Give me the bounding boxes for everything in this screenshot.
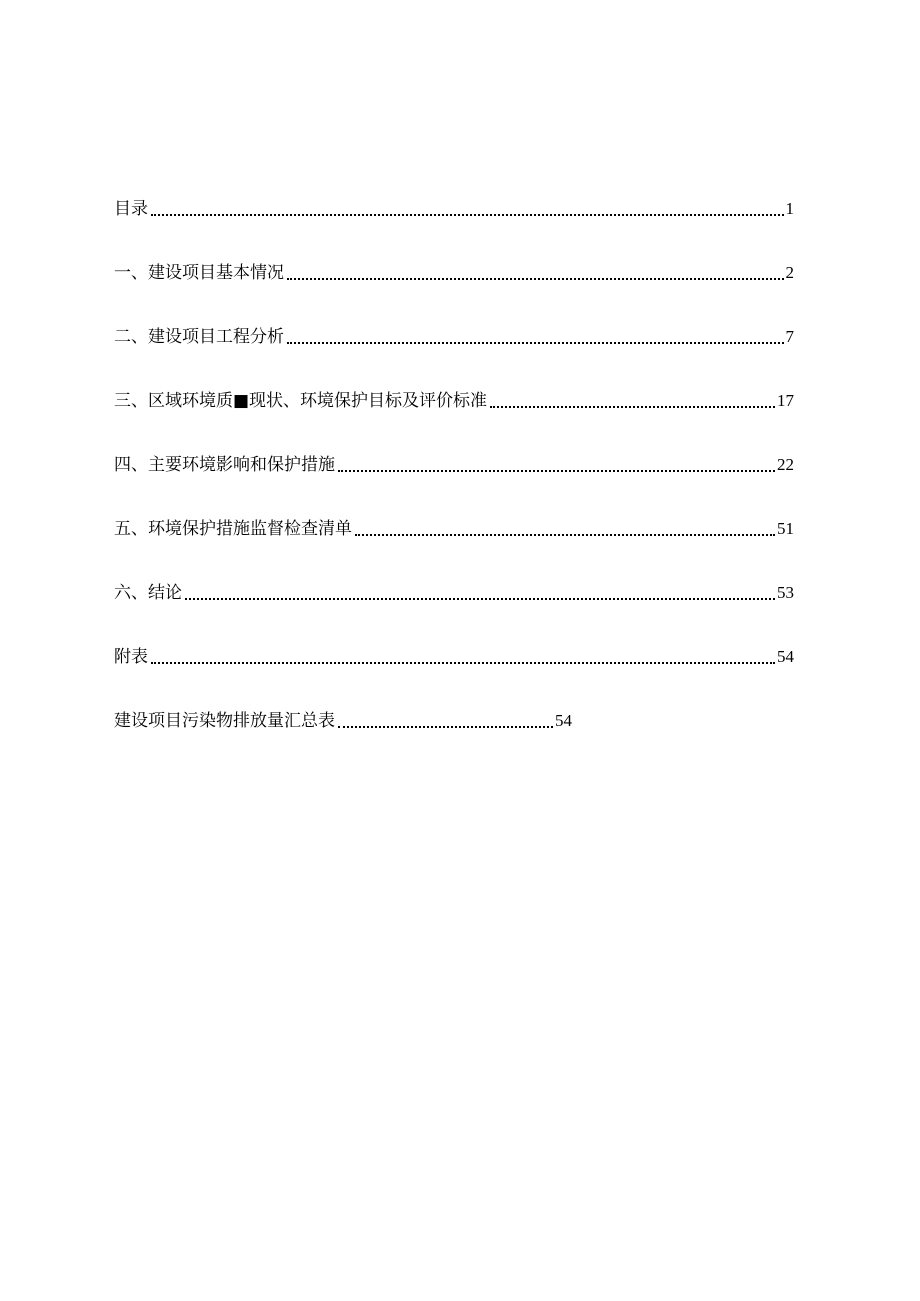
toc-entry-title: 一、建设项目基本情况 bbox=[114, 263, 284, 283]
toc-dot-leader bbox=[355, 534, 775, 536]
toc-entry-page: 54 bbox=[555, 711, 572, 730]
toc-entry-conclusion[interactable] bbox=[114, 580, 794, 606]
toc-entry-title: 目录 bbox=[114, 199, 148, 219]
toc-entry-page: 7 bbox=[785, 327, 794, 346]
toc-entry-page: 22 bbox=[777, 455, 794, 474]
toc-dot-leader bbox=[151, 214, 784, 216]
toc-entry-title: 四、主要环境影响和保护措施 bbox=[114, 455, 335, 475]
toc-entry-basic-info[interactable] bbox=[114, 260, 794, 286]
toc-entry-page: 1 bbox=[785, 199, 794, 218]
toc-dot-leader bbox=[338, 470, 775, 472]
table-of-contents bbox=[114, 196, 794, 772]
toc-entry-page: 54 bbox=[777, 647, 794, 666]
toc-entry-contents[interactable] bbox=[114, 196, 794, 222]
toc-entry-title: 附表 bbox=[114, 647, 148, 667]
toc-dot-leader bbox=[287, 342, 784, 344]
toc-entry-engineering-analysis[interactable] bbox=[114, 324, 794, 350]
toc-dot-leader bbox=[287, 278, 784, 280]
toc-entry-page: 2 bbox=[785, 263, 794, 282]
toc-dot-leader bbox=[338, 726, 553, 728]
toc-entry-inspection-checklist[interactable] bbox=[114, 516, 794, 542]
toc-entry-title: 三、区域环境质■现状、环境保护目标及评价标准 bbox=[114, 391, 488, 411]
toc-entry-title: 五、环境保护措施监督检查清单 bbox=[114, 519, 352, 539]
toc-dot-leader bbox=[490, 406, 775, 408]
toc-entry-environmental-quality[interactable] bbox=[114, 388, 794, 414]
toc-entry-page: 51 bbox=[777, 519, 794, 538]
toc-entry-page: 17 bbox=[777, 391, 794, 410]
toc-dot-leader bbox=[151, 662, 775, 664]
toc-entry-impacts-measures[interactable] bbox=[114, 452, 794, 478]
toc-entry-page: 53 bbox=[777, 583, 794, 602]
toc-entry-emissions-summary[interactable] bbox=[114, 708, 572, 734]
toc-entry-title: 二、建设项目工程分析 bbox=[114, 327, 284, 347]
toc-entry-title: 建设项目污染物排放量汇总表 bbox=[114, 711, 335, 731]
toc-entry-appendix[interactable] bbox=[114, 644, 794, 670]
toc-dot-leader bbox=[185, 598, 775, 600]
toc-entry-title: 六、结论 bbox=[114, 583, 182, 603]
